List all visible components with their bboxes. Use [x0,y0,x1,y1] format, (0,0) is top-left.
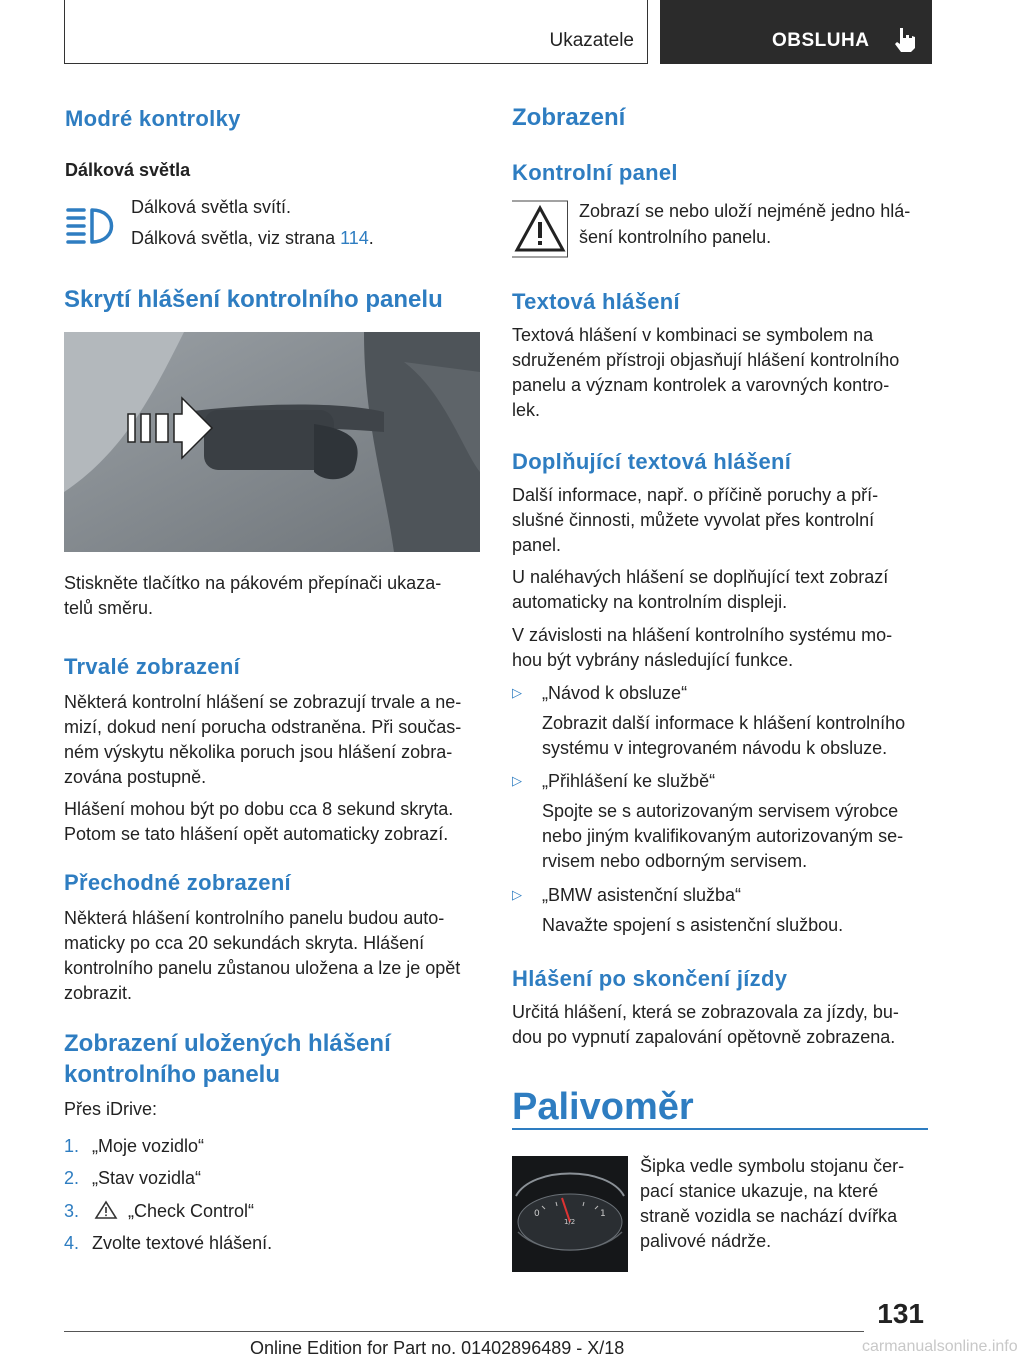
permanent-paragraph1 [64,690,461,790]
text-line: hou být vybrány následující funkce. [512,650,794,670]
bullet-triangle-icon: ▷ [512,685,522,700]
extra-messages-heading: Doplňující textová hlášení [512,449,792,474]
footer-edition: Online Edition for Part no. 01402896489 - X/18 [250,1338,625,1358]
step-1 [64,1134,204,1159]
text-line: slušné činnosti, můžete vyvolat přes kontrolní [512,510,875,530]
bullet-triangle-icon: ▷ [512,887,522,902]
photo-caption-line1: Stiskněte tlačítko na pákovém přepínači ukaza‐ [64,573,442,593]
header-chapter-title: OBSLUHA [772,30,870,51]
step-text: „Check Control“ [128,1201,255,1221]
stored-messages-heading-line1: Zobrazení uložených hlášení [64,1030,391,1057]
watermark: carmanualsonline.info [862,1338,1018,1355]
high-beam-subheading: Dálková světla [65,160,191,180]
text-line: U naléhavých hlášení se doplňující text zobrazí [512,567,889,587]
text-messages-paragraph [512,323,899,423]
text-line: zobrazit. [64,983,133,1003]
text-line: lek. [512,400,541,420]
bullet-desc [512,711,905,761]
text-line: Textová hlášení v kombinaci se symbolem na [512,325,874,345]
gauge-label-zero: 0 [534,1209,540,1219]
fuel-gauge-photo [512,1156,628,1272]
step-text: „Moje vozidlo“ [92,1136,205,1156]
step-text: „Stav vozidla“ [92,1168,202,1188]
step-number: 3. [64,1201,80,1221]
high-beam-line2-suffix: . [368,228,374,248]
extra-messages-paragraph [512,483,878,558]
text-line: kontrolního panelu zůstanou uložena a lze je opět [64,958,461,978]
high-beam-line2 [131,226,374,251]
text-line: maticky po cca 20 sekundách skryta. Hlášení [64,933,425,953]
text-messages-heading: Textová hlášení [512,289,680,314]
blue-lights-heading: Modré kontrolky [65,106,241,131]
high-beam-line2-prefix: Dálková světla, viz strana [131,228,341,248]
hide-messages-heading: Skrytí hlášení kontrolního panelu [64,286,443,313]
text-line: Spojte se s autorizovaným servisem výrobce [542,801,899,821]
permanent-display-heading: Trvalé zobrazení [64,654,240,679]
step-text: Zvolte textové hlášení. [92,1233,273,1253]
step-2 [64,1166,201,1191]
warning-triangle-icon [94,1200,118,1220]
header-chapter-tab [660,0,932,64]
text-line: Navažte spojení s asistenční službou. [542,915,844,935]
bullet-manual [512,680,905,761]
text-line: pací stanice ukazuje, na které [640,1181,879,1201]
text-line: palivové nádrže. [640,1231,772,1251]
text-line: Určitá hlášení, která se zobrazovala za jízdy, bu‐ [512,1002,899,1022]
photo-caption-line2: telů směru. [64,598,154,618]
fuel-paragraph [640,1154,904,1254]
bullet-title: „Návod k obsluze“ [542,683,688,703]
text-line: Šipka vedle symbolu stojanu čer‐ [640,1156,905,1176]
after-trip-heading: Hlášení po skončení jízdy [512,966,788,991]
text-line: panel. [512,535,562,555]
step-4 [64,1231,272,1256]
temporary-display-heading: Přechodné zobrazení [64,870,291,895]
text-line: Hlášení mohou být po dobu cca 8 sekund skryta. [64,799,454,819]
footer-divider [64,1331,864,1332]
text-line: Některá kontrolní hlášení se zobrazují trvale a ne‐ [64,692,462,712]
text-line: V závislosti na hlášení kontrolního systému mo‐ [512,625,893,645]
page-reference-link[interactable]: 114 [340,228,369,248]
text-line: panelu a význam kontrolek a varovných kontro‐ [512,375,890,395]
bullet-desc [512,799,903,874]
text-line: nebo jiným kvalifikovaným autorizovaným se‐ [542,826,904,846]
warning-triangle-icon [512,200,568,258]
depending-paragraph [512,623,892,673]
high-beam-icon [66,206,120,246]
text-line: rvisem nebo odborným servisem. [542,851,808,871]
bullet-title: „Přihlášení ke službě“ [542,771,716,791]
text-line: sdruženém přístroji objasňují hlášení kontrolního [512,350,900,370]
text-line: ném výskytu několika poruch jsou hlášení zobra‐ [64,742,453,762]
header-section-title: Ukazatele [549,30,634,51]
control-panel-heading: Kontrolní panel [512,160,678,185]
text-line: systému v integrovaném návodu k obsluze. [542,738,888,758]
step-number: 4. [64,1233,80,1253]
control-panel-line1: Zobrazí se nebo uloží nejméně jedno hlá‐ [579,201,911,221]
text-line: Zobrazit další informace k hlášení kontrolního [542,713,906,733]
step-number: 1. [64,1136,80,1156]
step-number: 2. [64,1168,80,1188]
text-line: dou po vypnutí zapalování opětovně zobrazena. [512,1027,896,1047]
page-number: 131 [877,1298,924,1329]
turn-signal-lever-photo [64,332,480,552]
after-trip-paragraph [512,1000,899,1050]
bullet-service [512,768,903,874]
bullet-title: „BMW asistenční služba“ [542,885,742,905]
high-beam-line1: Dálková světla svítí. [131,197,292,217]
display-heading: Zobrazení [512,104,626,131]
text-line: automaticky na kontrolním displeji. [512,592,788,612]
via-idrive-label: Přes iDrive: [64,1099,158,1119]
text-line: mizí, dokud není porucha odstraněna. Při součas‐ [64,717,462,737]
bullet-desc [512,913,843,938]
bullet-triangle-icon: ▷ [512,773,522,788]
hand-pointer-icon [892,26,918,54]
text-line: Potom se tato hlášení opět automaticky zobrazí. [64,824,449,844]
gauge-label-half: 1/2 [564,1218,576,1226]
permanent-paragraph2 [64,797,453,847]
temporary-paragraph [64,906,460,1006]
step-3 [64,1199,254,1224]
bullet-assist [512,882,843,938]
control-panel-line2: šení kontrolního panelu. [579,227,772,247]
text-line: straně vozidla se nachází dvířka [640,1206,898,1226]
stored-messages-heading-line2: kontrolního panelu [64,1061,280,1088]
text-line: Další informace, např. o příčině poruchy a pří‐ [512,485,879,505]
section-divider [512,1128,928,1130]
fuel-gauge-heading: Palivoměr [512,1086,694,1128]
gauge-label-one: 1 [600,1209,606,1219]
urgent-paragraph [512,565,888,615]
text-line: Některá hlášení kontrolního panelu budou auto‐ [64,908,445,928]
text-line: zována postupně. [64,767,207,787]
